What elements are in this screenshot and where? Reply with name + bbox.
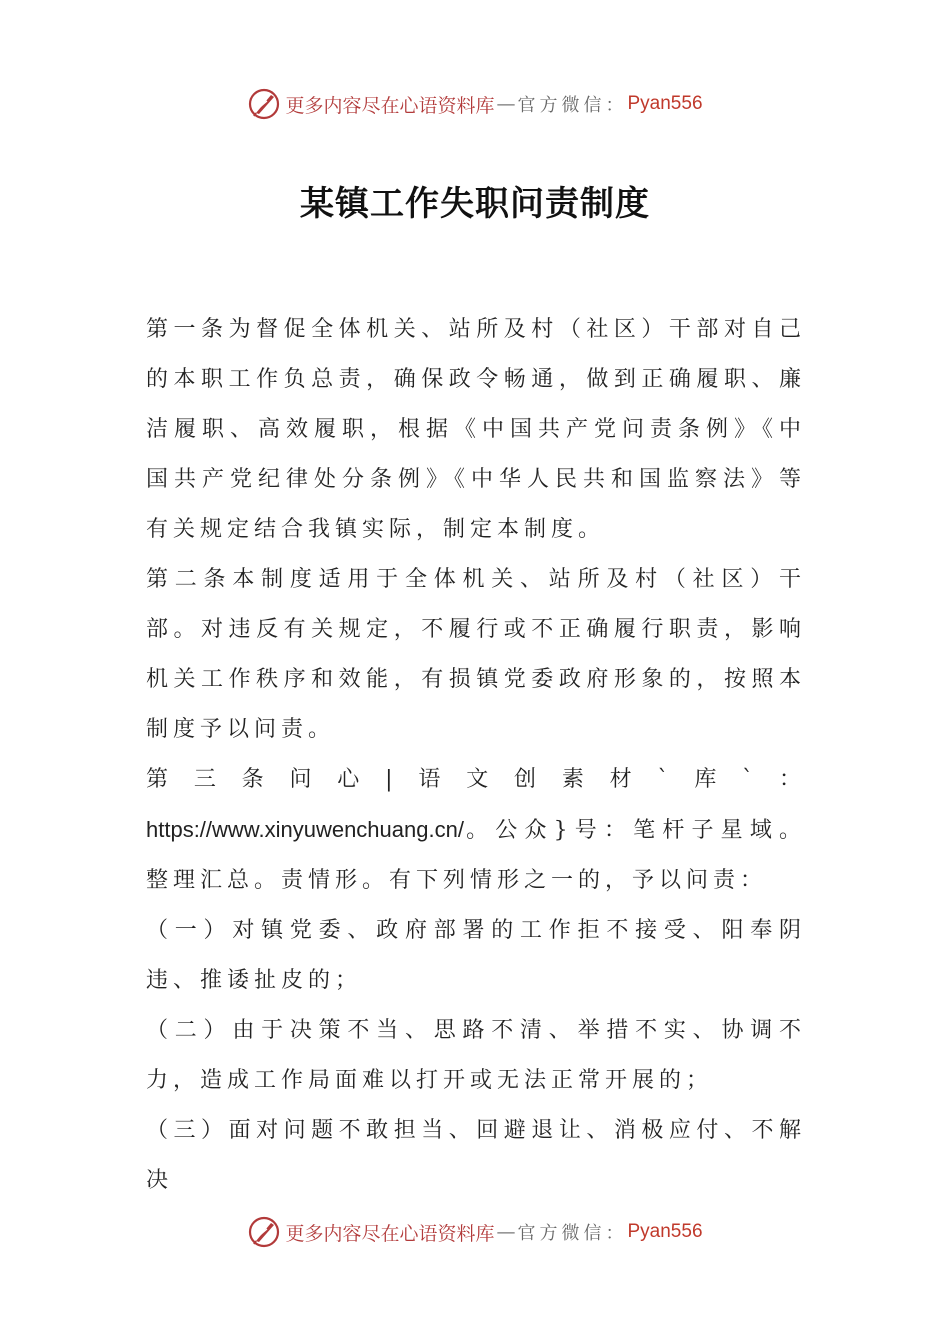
document-title: 某镇工作失职问责制度 (300, 184, 650, 224)
quill-logo-icon (247, 87, 281, 121)
article-3-paragraph (146, 755, 806, 906)
article-2-paragraph: 第二条本制度适用于全体机关、站所及村（社区）干部。对违反有关规定，不履行或不正确履行职责，影响机关工作秩序和效能，有损镇党委政府形象的，按照本制度予以问责。 (146, 567, 806, 742)
article-3-url: https://www.xinyuwenchuang.cn/ (146, 817, 464, 842)
banner-separator: — (496, 93, 516, 115)
quill-logo-icon (247, 1215, 281, 1249)
article-1-paragraph: 第一条为督促全体机关、站所及村（社区）干部对自己的本职工作负总责，确保政令畅通，做到正确履职、廉洁履职、高效履职，根据《中国共产党问责条例》《中国共产党纪律处分条例》《中华人民共和国监察法》等有关规定结合我镇实际，制定本制度。 (146, 317, 806, 542)
footer-banner (0, 1212, 950, 1252)
document-body (146, 305, 806, 1206)
banner-wechat-id: Pyan556 (627, 93, 703, 114)
list-item-1: （一）对镇党委、政府部署的工作拒不接受、阳奉阴违、推诿扯皮的； (146, 918, 806, 993)
list-item-2: （二）由于决策不当、思路不清、举措不实、协调不力，造成工作局面难以打开或无法正常开展的； (146, 1018, 806, 1093)
article-3-lead: 第三条问心|语文创素材`库`： (146, 767, 806, 792)
footer-wechat-label: 官方微信： (517, 1223, 628, 1244)
article-3-rest: 。公众}号：笔杆子星域。整理汇总。责情形。有下列情形之一的，予以问责： (146, 818, 806, 893)
footer-promo-text: 更多内容尽在心语资料库 (285, 1222, 495, 1245)
banner-promo-text: 更多内容尽在心语资料库 (285, 94, 495, 117)
footer-wechat-id: Pyan556 (627, 1221, 703, 1242)
list-item-3: （三）面对问题不敢担当、回避退让、消极应付、不解决 (146, 1118, 806, 1193)
footer-separator: — (496, 1221, 516, 1243)
header-banner (0, 84, 950, 124)
banner-wechat-label: 官方微信： (517, 95, 628, 116)
